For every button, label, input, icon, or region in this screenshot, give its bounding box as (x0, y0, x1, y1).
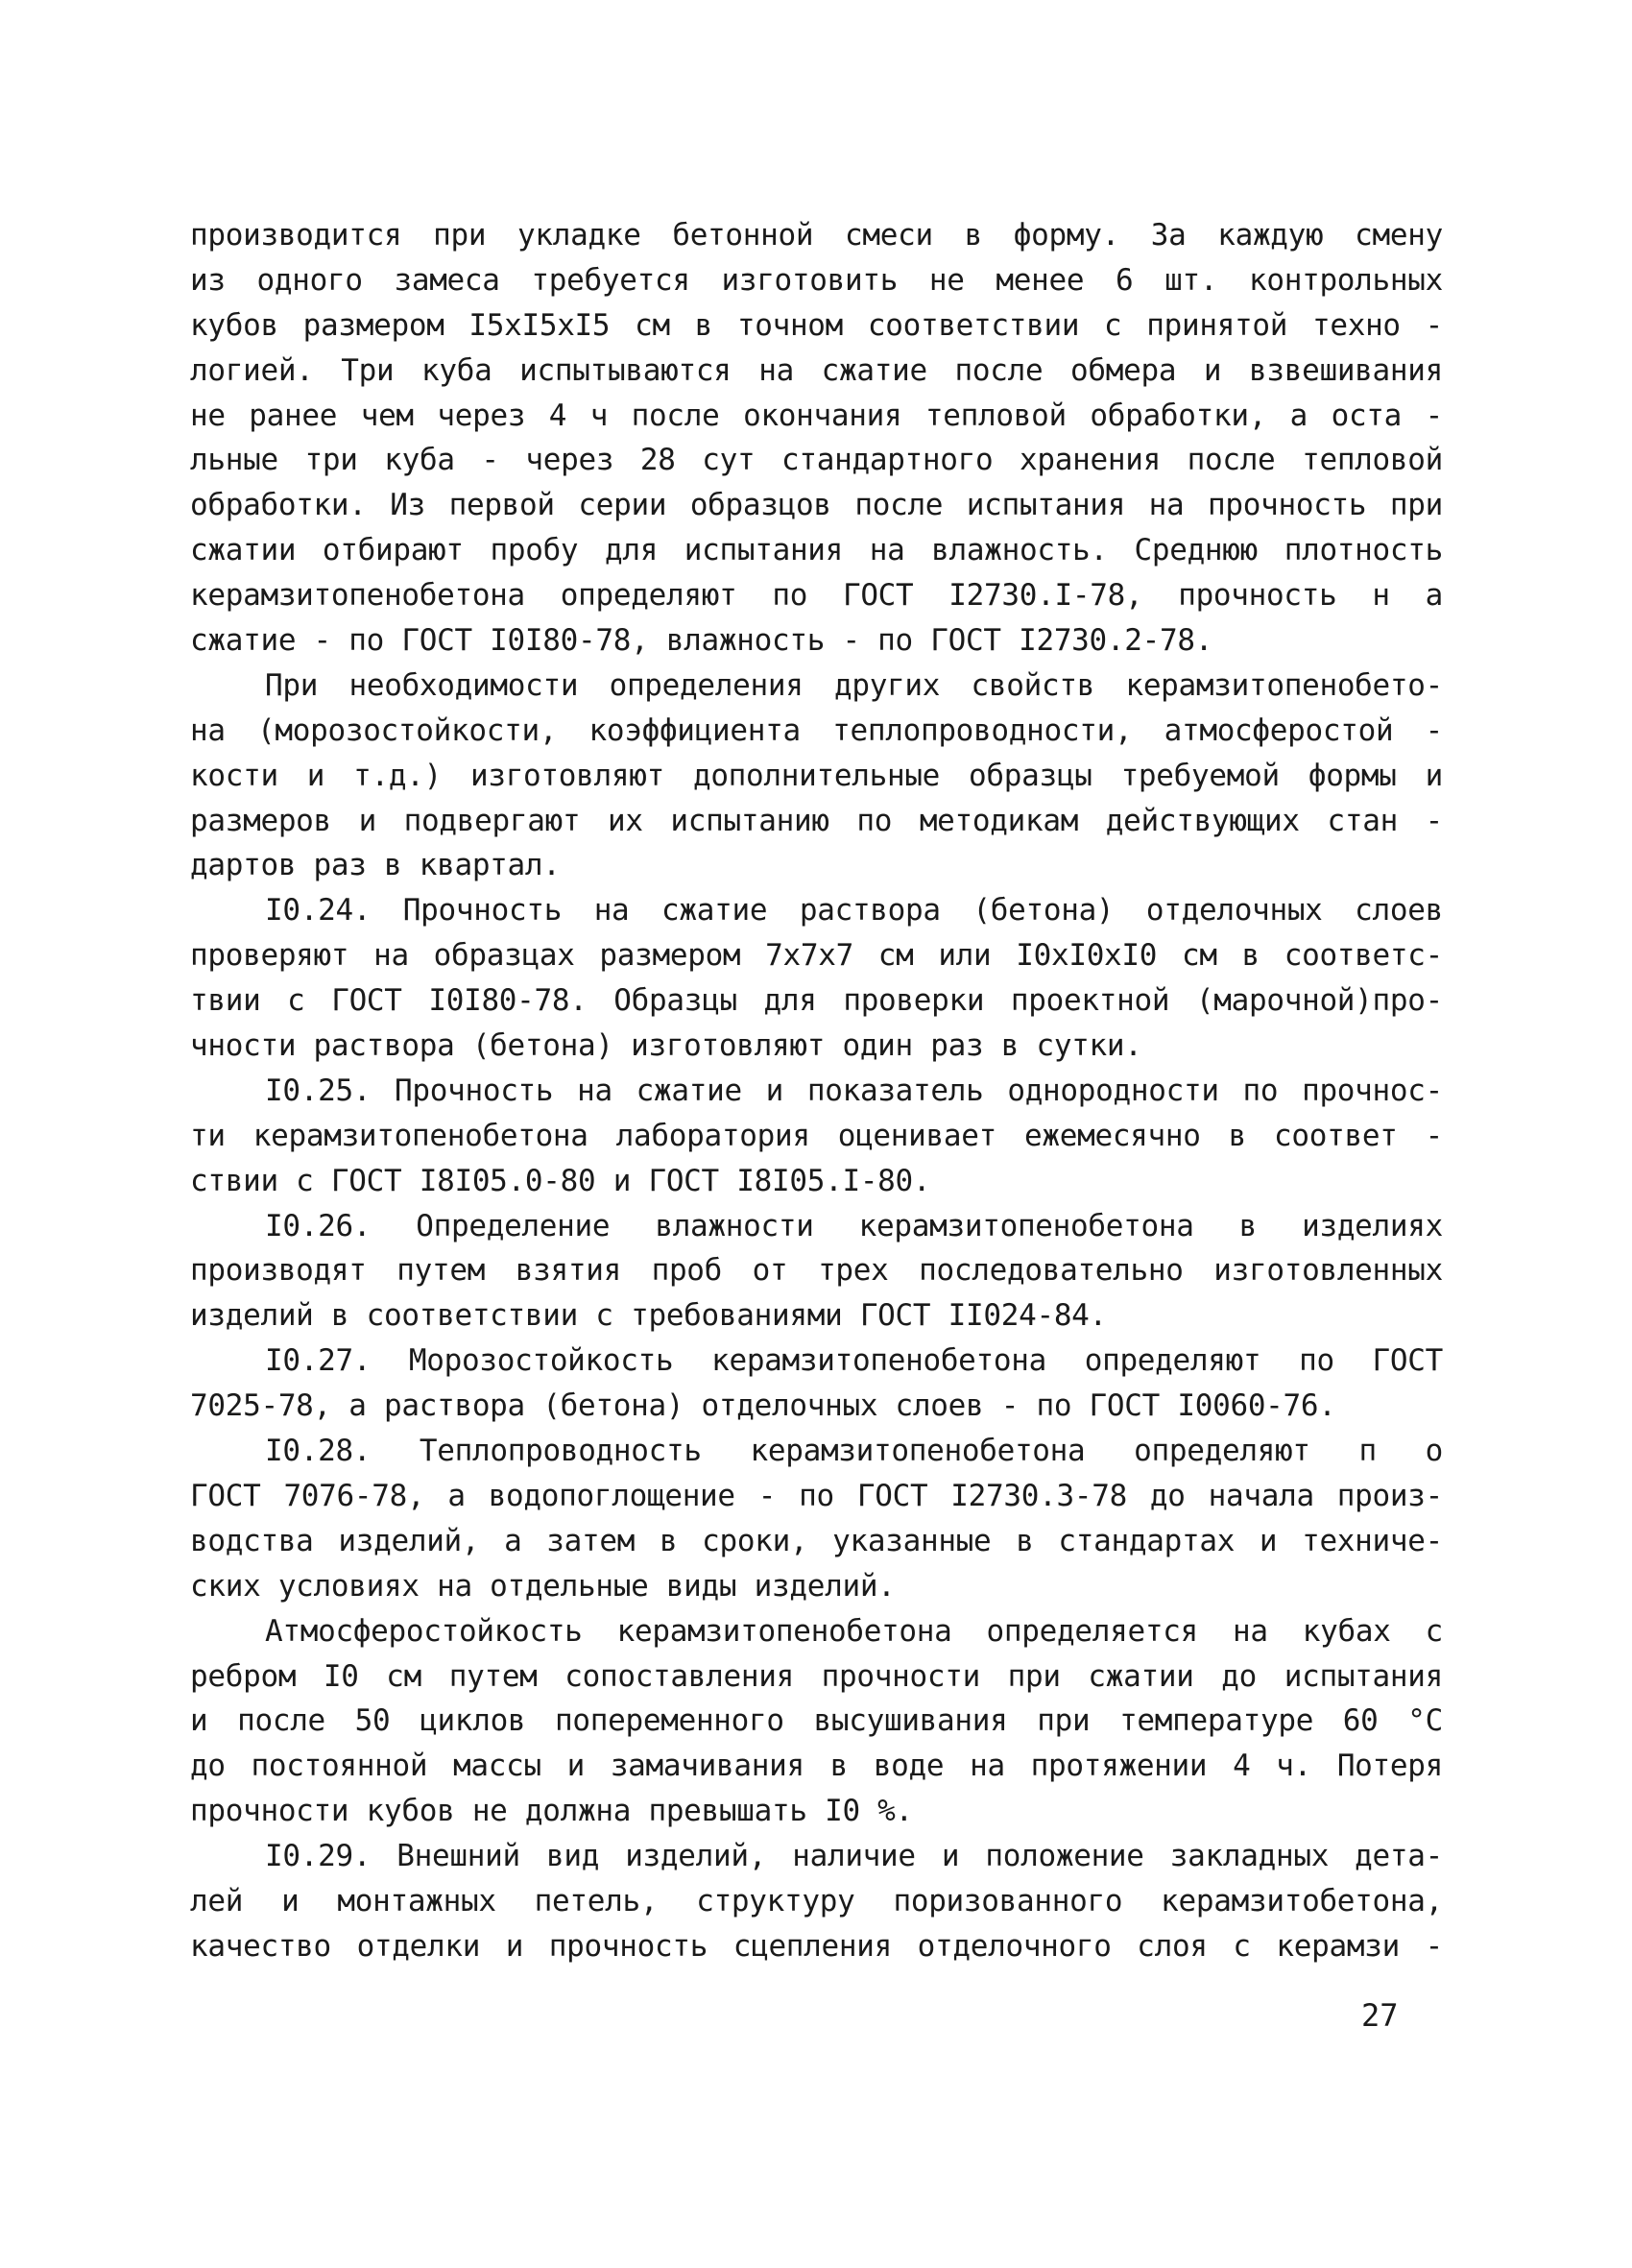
text-line: изделий в соответствии с требованиями ГОСТ II024-84. (190, 1298, 1107, 1334)
text-line: качество отделки и прочность сцепления отделочного слоя с керамзи - (190, 1928, 1443, 1964)
text-line: ствии с ГОСТ I8I05.0-80 и ГОСТ I8I05.I-80. (190, 1163, 931, 1198)
text-line: чности раствора (бетона) изготовляют один раз в сутки. (190, 1028, 1142, 1064)
text-line: I0.24. Прочность на сжатие раствора (бетона) отделочных слоев (265, 893, 1443, 929)
text-line: твии с ГОСТ I0I80-78. Образцы для проверки проектной (марочной)про- (190, 983, 1443, 1019)
text-line: I0.29. Внешний вид изделий, наличие и положение закладных дета- (265, 1839, 1443, 1874)
text-line: I0.28. Теплопроводность керамзитопенобетона определяют п о (265, 1434, 1443, 1469)
text-line: из одного замеса требуется изготовить не менее 6 шт. контрольных (190, 262, 1443, 298)
text-line: I0.26. Определение влажности керамзитопенобетона в изделиях (265, 1208, 1443, 1243)
text-line: не ранее чем через 4 ч после окончания тепловой обработки, а оста - (190, 398, 1443, 433)
text-line: проверяют на образцах размером 7х7х7 см или I0хI0хI0 см в соответс- (190, 938, 1443, 974)
text-line: прочности кубов не должна превышать I0 %. (190, 1794, 913, 1829)
text-line: кубов размером I5хI5хI5 см в точном соответствии с принятой техно - (190, 307, 1443, 343)
text-line: размеров и подвергают их испытанию по методикам действующих стан - (190, 803, 1443, 838)
text-line: I0.25. Прочность на сжатие и показатель однородности по прочнос- (265, 1073, 1443, 1108)
text-line: производят путем взятия проб от трех последовательно изготовленных (190, 1253, 1443, 1289)
text-line: логией. Три куба испытываются на сжатие после обмера и взвешивания (190, 352, 1443, 388)
text-line: обработки. Из первой серии образцов после испытания на прочность при (190, 488, 1443, 523)
text-line: ти керамзитопенобетона лаборатория оценивает ежемесячно в соответ - (190, 1118, 1443, 1153)
text-line: керамзитопенобетона определяют по ГОСТ I2730.I-78, прочность н а (190, 578, 1443, 614)
text-line: производится при укладке бетонной смеси в форму. За каждую смену (190, 218, 1443, 253)
text-line: водства изделий, а затем в сроки, указанные в стандартах и техниче- (190, 1523, 1443, 1558)
text-line: I0.27. Морозостойкость керамзитопенобетона определяют по ГОСТ (265, 1343, 1443, 1379)
text-line: лей и монтажных петель, структуру поризованного керамзитобетона, (190, 1883, 1443, 1918)
text-line: ских условиях на отдельные виды изделий. (190, 1568, 896, 1604)
text-line: ГОСТ 7076-78, а водопоглощение - по ГОСТ I2730.3-78 до начала произ- (190, 1478, 1443, 1513)
text-line: ребром I0 см путем сопоставления прочности при сжатии до испытания (190, 1658, 1443, 1694)
text-line: сжатии отбирают пробу для испытания на влажность. Среднюю плотность (190, 533, 1443, 568)
text-line: сжатие - по ГОСТ I0I80-78, влажность - по ГОСТ I2730.2-78. (190, 623, 1213, 659)
text-line: на (морозостойкости, коэффициента теплопроводности, атмосферостой - (190, 712, 1443, 748)
text-line: льные три куба - через 28 сут стандартного хранения после тепловой (190, 443, 1443, 478)
text-line: 7025-78, а раствора (бетона) отделочных слоев - по ГОСТ I0060-76. (190, 1388, 1336, 1424)
body-text (190, 213, 1443, 1969)
text-line: Атмосферостойкость керамзитопенобетона определяется на кубах с (265, 1613, 1443, 1649)
text-line: дартов раз в квартал. (190, 848, 561, 883)
text-line: до постоянной массы и замачивания в воде на протяжении 4 ч. Потеря (190, 1749, 1443, 1784)
text-line: кости и т.д.) изготовляют дополнительные образцы требуемой формы и (190, 758, 1443, 793)
text-line: При необходимости определения других свойств керамзитопенобето- (265, 667, 1443, 703)
page-number: 27 (1361, 1997, 1399, 2034)
text-line: и после 50 циклов попеременного высушивания при температуре 60 °С (190, 1703, 1443, 1739)
